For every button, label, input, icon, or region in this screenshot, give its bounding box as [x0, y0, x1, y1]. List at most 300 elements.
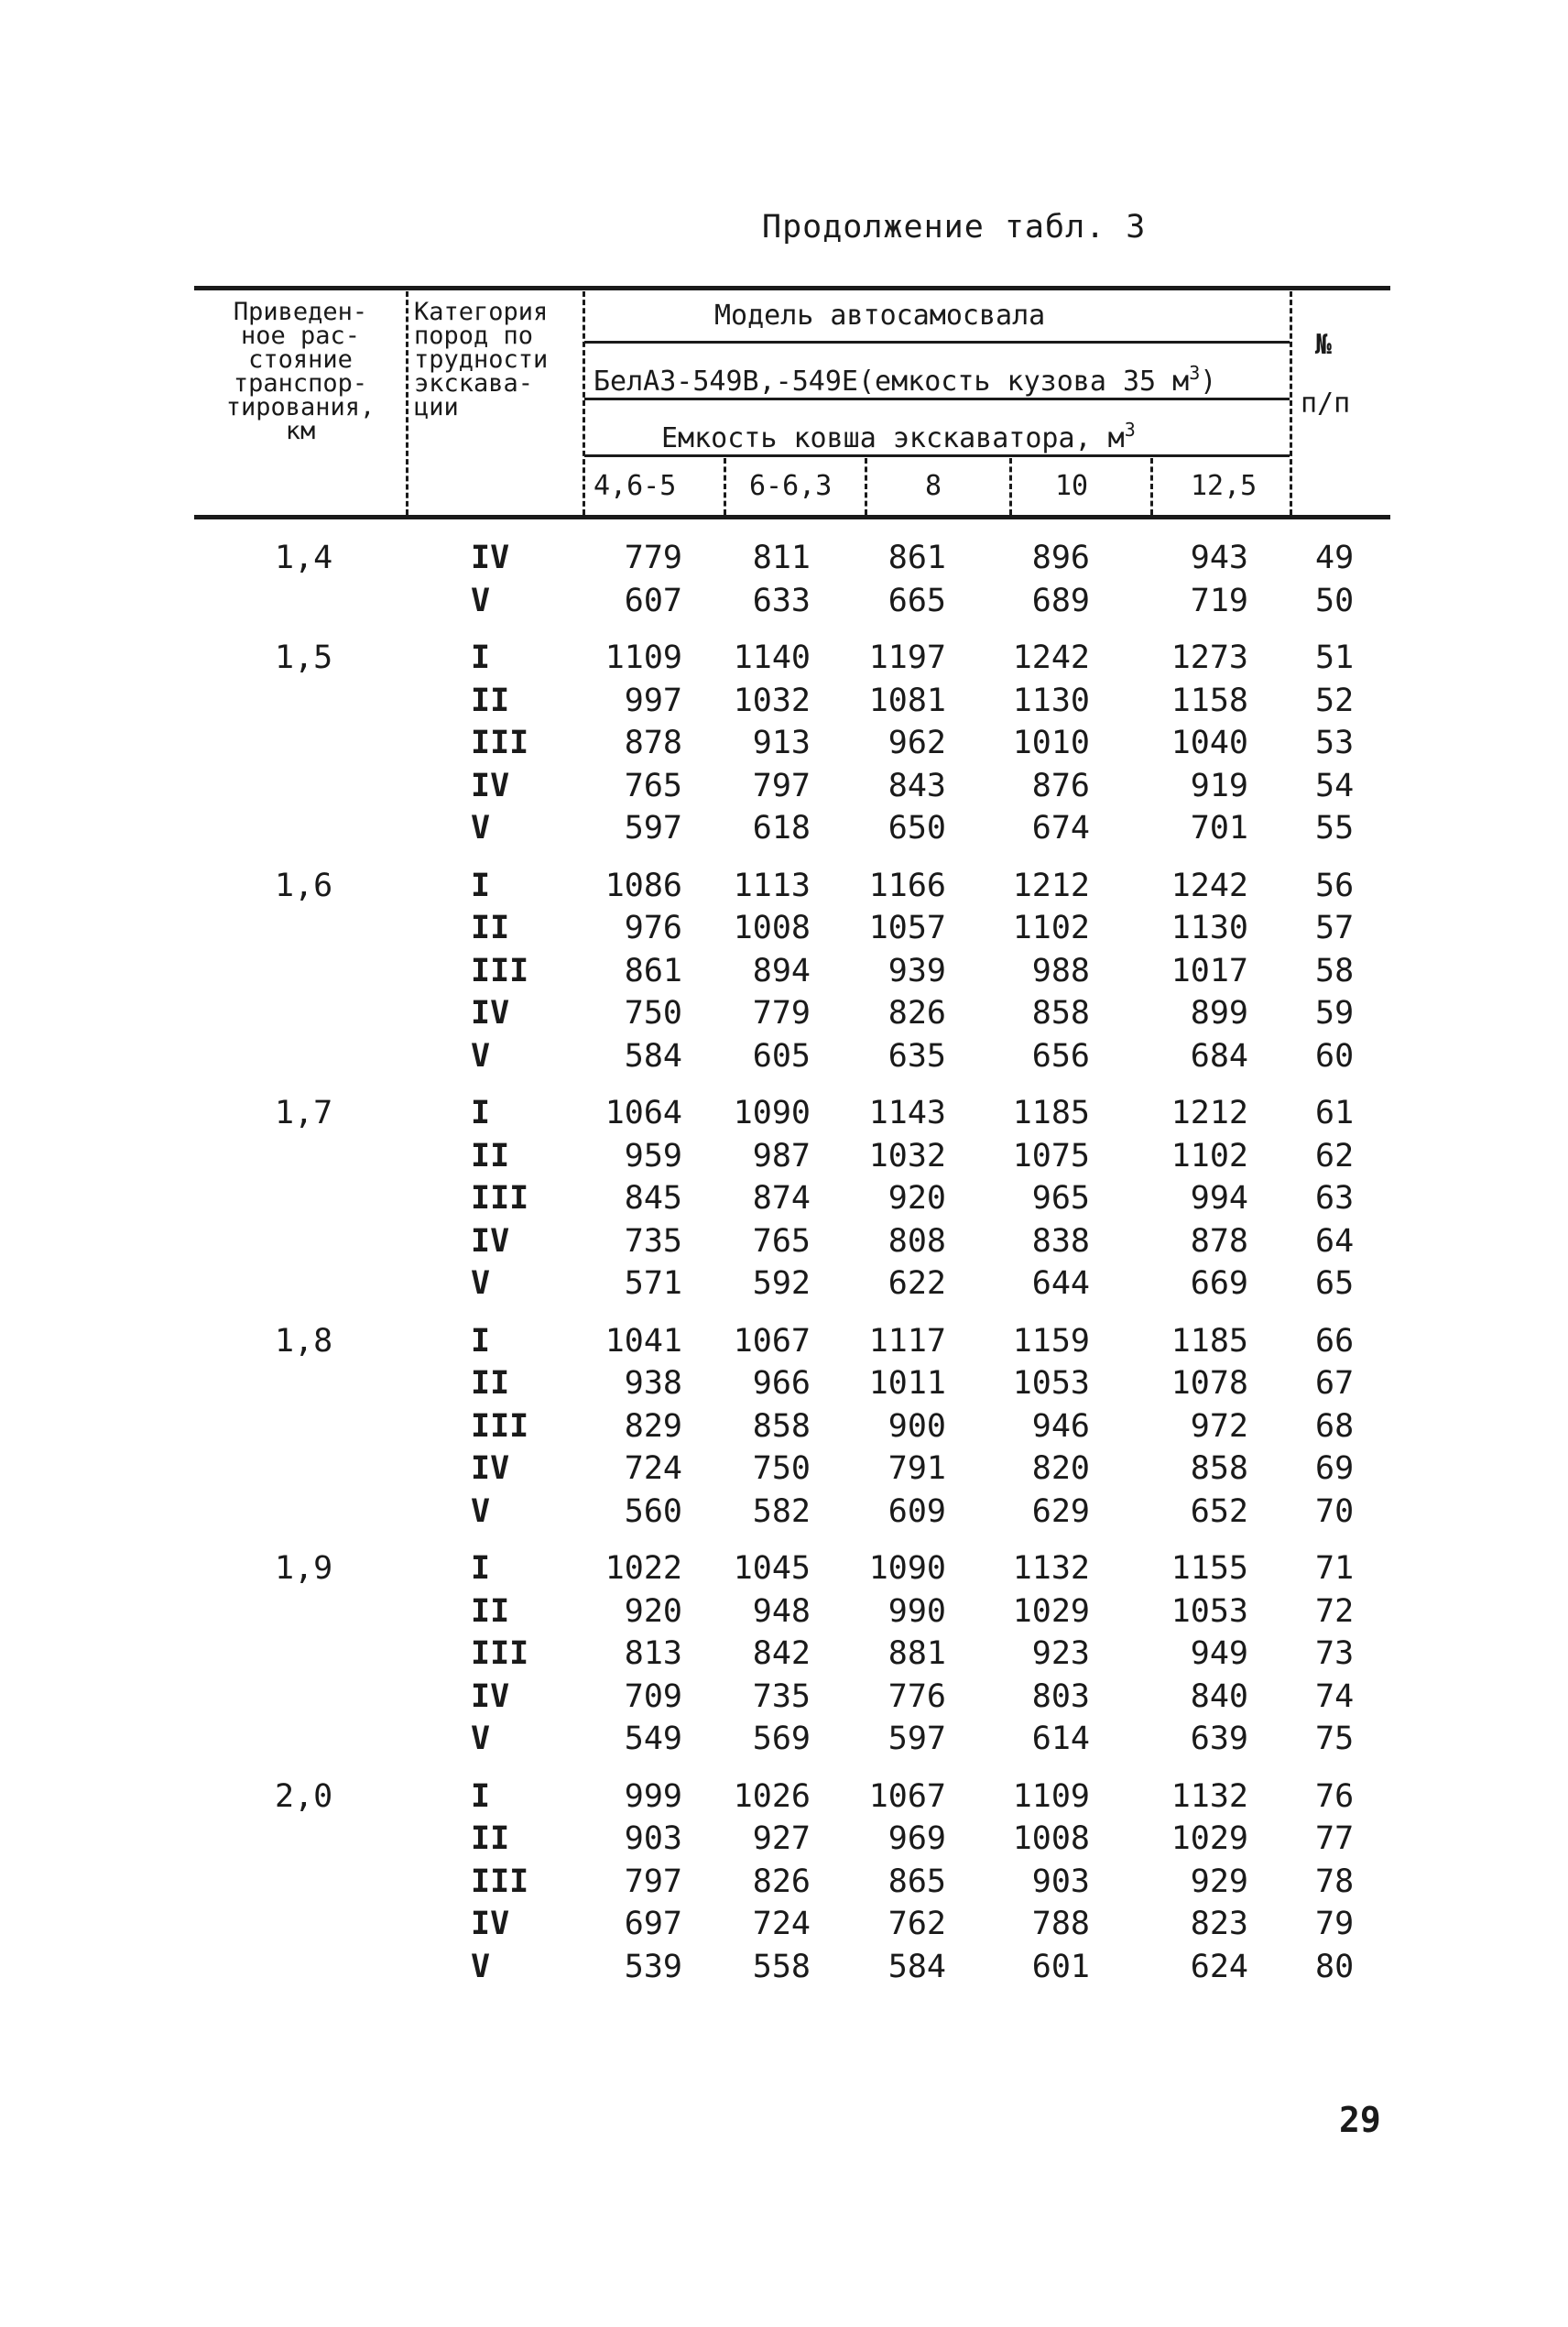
value-cell: 635: [887, 1038, 946, 1075]
value-cell: 829: [624, 1408, 682, 1445]
value-cell: 644: [1031, 1265, 1090, 1302]
table-row: [0, 1092, 1568, 1134]
value-cell: 1017: [1171, 953, 1248, 989]
value-cell: 959: [624, 1138, 682, 1174]
category-cell: IV: [471, 768, 510, 804]
header-category-line: Категория: [414, 298, 549, 326]
header-number-sign: №: [1315, 329, 1333, 361]
category-cell: III: [471, 1635, 529, 1672]
row-number-cell: 71: [1315, 1550, 1355, 1587]
header-category-line: экскава-: [414, 369, 534, 398]
header-distance: [200, 300, 401, 443]
value-cell: 1032: [868, 1138, 946, 1174]
header-model-title: Модель автосамосвала: [714, 300, 1046, 332]
category-cell: II: [471, 1138, 510, 1174]
value-cell: 899: [1190, 995, 1248, 1032]
value-cell: 811: [752, 540, 811, 576]
value-cell: 842: [752, 1635, 811, 1672]
value-cell: 569: [752, 1721, 811, 1757]
value-cell: 674: [1031, 810, 1090, 847]
value-cell: 972: [1190, 1408, 1248, 1445]
table-top-rule: [194, 286, 1390, 290]
divider-bucket-1: [724, 458, 726, 515]
category-cell: IV: [471, 995, 510, 1032]
row-number-cell: 54: [1315, 768, 1355, 804]
row-number-cell: 77: [1315, 1820, 1355, 1857]
value-cell: 896: [1031, 540, 1090, 576]
value-cell: 1212: [1171, 1095, 1248, 1131]
table-row: [0, 1861, 1568, 1903]
value-cell: 1140: [733, 639, 811, 676]
value-cell: 1008: [1012, 1820, 1090, 1857]
value-cell: 1185: [1171, 1323, 1248, 1360]
value-cell: 684: [1190, 1038, 1248, 1075]
row-number-cell: 58: [1315, 953, 1355, 989]
row-number-cell: 49: [1315, 540, 1355, 576]
value-cell: 843: [887, 768, 946, 804]
category-cell: V: [471, 583, 491, 619]
value-cell: 697: [624, 1906, 682, 1942]
table-row: [0, 1362, 1568, 1404]
header-distance-line: стояние: [248, 345, 353, 374]
value-cell: 894: [752, 953, 811, 989]
row-number-cell: 60: [1315, 1038, 1355, 1075]
value-cell: 1158: [1171, 683, 1248, 719]
table-row: [0, 1775, 1568, 1818]
row-number-cell: 78: [1315, 1863, 1355, 1900]
value-cell: 840: [1190, 1678, 1248, 1715]
value-cell: 597: [624, 810, 682, 847]
value-cell: 962: [887, 725, 946, 761]
category-cell: V: [471, 1721, 491, 1757]
value-cell: 826: [887, 995, 946, 1032]
header-category: [414, 300, 579, 420]
value-cell: 1130: [1012, 683, 1090, 719]
value-cell: 765: [752, 1223, 811, 1260]
distance-cell: 2,0: [275, 1778, 333, 1815]
value-cell: 791: [887, 1450, 946, 1487]
category-cell: III: [471, 725, 529, 761]
value-cell: 650: [887, 810, 946, 847]
value-cell: 946: [1031, 1408, 1090, 1445]
row-number-cell: 62: [1315, 1138, 1355, 1174]
category-cell: IV: [471, 1450, 510, 1487]
header-bucket-size: 12,5: [1191, 470, 1258, 502]
table-row: [0, 680, 1568, 722]
value-cell: 1040: [1171, 725, 1248, 761]
header-bucket-size: 4,6-5: [593, 470, 677, 502]
table-row: [0, 1676, 1568, 1718]
value-cell: 1090: [733, 1095, 811, 1131]
value-cell: 858: [752, 1408, 811, 1445]
value-cell: 903: [1031, 1863, 1090, 1900]
header-distance-line: Приведен-: [233, 298, 368, 326]
value-cell: 1185: [1012, 1095, 1090, 1131]
row-number-cell: 73: [1315, 1635, 1355, 1672]
row-number-cell: 72: [1315, 1593, 1355, 1630]
value-cell: 865: [887, 1863, 946, 1900]
value-cell: 1081: [868, 683, 946, 719]
value-cell: 709: [624, 1678, 682, 1715]
value-cell: 719: [1190, 583, 1248, 619]
table-row: [0, 907, 1568, 949]
value-cell: 1212: [1012, 868, 1090, 904]
value-cell: 584: [624, 1038, 682, 1075]
table-row: [0, 807, 1568, 849]
table-caption: Продолжение табл. 3: [762, 209, 1147, 246]
category-cell: II: [471, 910, 510, 946]
value-cell: 797: [624, 1863, 682, 1900]
value-cell: 1242: [1012, 639, 1090, 676]
value-cell: 976: [624, 910, 682, 946]
value-cell: 669: [1190, 1265, 1248, 1302]
category-cell: III: [471, 953, 529, 989]
row-number-cell: 51: [1315, 639, 1355, 676]
value-cell: 1008: [733, 910, 811, 946]
value-cell: 823: [1190, 1906, 1248, 1942]
table-row: [0, 1818, 1568, 1860]
table-row: [0, 1220, 1568, 1262]
category-cell: II: [471, 1593, 510, 1630]
model-rule: [584, 341, 1290, 344]
value-cell: 1032: [733, 683, 811, 719]
value-cell: 1117: [868, 1323, 946, 1360]
value-cell: 1109: [604, 639, 682, 676]
row-number-cell: 68: [1315, 1408, 1355, 1445]
value-cell: 949: [1190, 1635, 1248, 1672]
value-cell: 1109: [1012, 1778, 1090, 1815]
value-cell: 1057: [868, 910, 946, 946]
value-cell: 1026: [733, 1778, 811, 1815]
value-cell: 618: [752, 810, 811, 847]
row-number-cell: 55: [1315, 810, 1355, 847]
value-cell: 584: [887, 1949, 946, 1985]
value-cell: 750: [624, 995, 682, 1032]
row-number-cell: 57: [1315, 910, 1355, 946]
value-cell: 965: [1031, 1180, 1090, 1217]
value-cell: 903: [624, 1820, 682, 1857]
category-cell: V: [471, 1038, 491, 1075]
row-number-cell: 80: [1315, 1949, 1355, 1985]
value-cell: 861: [887, 540, 946, 576]
table-row: [0, 1547, 1568, 1590]
value-cell: 881: [887, 1635, 946, 1672]
table-row: [0, 950, 1568, 992]
header-bucket-size: 10: [1055, 470, 1089, 502]
value-cell: 927: [752, 1820, 811, 1857]
value-cell: 1029: [1012, 1593, 1090, 1630]
header-distance-line: ное рас-: [240, 322, 361, 350]
distance-cell: 1,5: [275, 639, 333, 676]
value-cell: 913: [752, 725, 811, 761]
value-cell: 1155: [1171, 1550, 1248, 1587]
category-cell: I: [471, 868, 491, 904]
value-cell: 813: [624, 1635, 682, 1672]
category-cell: III: [471, 1180, 529, 1217]
category-cell: IV: [471, 1678, 510, 1715]
table-row: [0, 1448, 1568, 1490]
value-cell: 549: [624, 1721, 682, 1757]
category-cell: I: [471, 1323, 491, 1360]
header-bucket-capacity: [661, 416, 1136, 453]
table-row: [0, 1262, 1568, 1305]
table-row: [0, 1946, 1568, 1988]
header-truck-tail: ): [1200, 366, 1217, 398]
row-number-cell: 67: [1315, 1365, 1355, 1402]
page-number: 29: [1339, 2100, 1381, 2140]
row-number-cell: 56: [1315, 868, 1355, 904]
value-cell: 724: [624, 1450, 682, 1487]
table-row: [0, 537, 1568, 579]
table-row: [0, 865, 1568, 907]
value-cell: 845: [624, 1180, 682, 1217]
row-number-cell: 61: [1315, 1095, 1355, 1131]
value-cell: 788: [1031, 1906, 1090, 1942]
value-cell: 592: [752, 1265, 811, 1302]
value-cell: 724: [752, 1906, 811, 1942]
row-number-cell: 59: [1315, 995, 1355, 1032]
value-cell: 826: [752, 1863, 811, 1900]
value-cell: 629: [1031, 1493, 1090, 1530]
value-cell: 969: [887, 1820, 946, 1857]
table-row: [0, 1590, 1568, 1633]
value-cell: 900: [887, 1408, 946, 1445]
row-number-cell: 63: [1315, 1180, 1355, 1217]
distance-cell: 1,9: [275, 1550, 333, 1587]
value-cell: 943: [1190, 540, 1248, 576]
row-number-cell: 65: [1315, 1265, 1355, 1302]
value-cell: 560: [624, 1493, 682, 1530]
value-cell: 1041: [604, 1323, 682, 1360]
table-row: [0, 722, 1568, 764]
category-cell: III: [471, 1863, 529, 1900]
value-cell: 765: [624, 768, 682, 804]
category-cell: I: [471, 1095, 491, 1131]
value-cell: 1045: [733, 1550, 811, 1587]
category-cell: I: [471, 1778, 491, 1815]
table-row: [0, 1135, 1568, 1177]
category-cell: IV: [471, 1906, 510, 1942]
value-cell: 1086: [604, 868, 682, 904]
table-row: [0, 1491, 1568, 1533]
table-row: [0, 1718, 1568, 1760]
value-cell: 997: [624, 683, 682, 719]
value-cell: 858: [1190, 1450, 1248, 1487]
value-cell: 861: [624, 953, 682, 989]
value-cell: 652: [1190, 1493, 1248, 1530]
value-cell: 878: [624, 725, 682, 761]
truck-rule: [584, 398, 1290, 400]
row-number-cell: 79: [1315, 1906, 1355, 1942]
value-cell: 797: [752, 768, 811, 804]
category-cell: V: [471, 810, 491, 847]
table-row: [0, 1177, 1568, 1219]
category-cell: II: [471, 683, 510, 719]
value-cell: 990: [887, 1593, 946, 1630]
value-cell: 1090: [868, 1550, 946, 1587]
category-cell: V: [471, 1265, 491, 1302]
row-number-cell: 75: [1315, 1721, 1355, 1757]
header-bottom-rule: [194, 515, 1390, 519]
value-cell: 735: [752, 1678, 811, 1715]
row-number-cell: 66: [1315, 1323, 1355, 1360]
value-cell: 624: [1190, 1949, 1248, 1985]
value-cell: 779: [752, 995, 811, 1032]
value-cell: 987: [752, 1138, 811, 1174]
value-cell: 1242: [1171, 868, 1248, 904]
distance-cell: 1,7: [275, 1095, 333, 1131]
table-row: [0, 992, 1568, 1034]
row-number-cell: 70: [1315, 1493, 1355, 1530]
table-row: [0, 1633, 1568, 1675]
value-cell: 609: [887, 1493, 946, 1530]
value-cell: 808: [887, 1223, 946, 1260]
category-cell: IV: [471, 1223, 510, 1260]
value-cell: 735: [624, 1223, 682, 1260]
value-cell: 607: [624, 583, 682, 619]
value-cell: 929: [1190, 1863, 1248, 1900]
table-row: [0, 765, 1568, 807]
value-cell: 948: [752, 1593, 811, 1630]
divider-distance-category: [406, 291, 408, 515]
header-category-line: пород по: [414, 322, 534, 350]
value-cell: 750: [752, 1450, 811, 1487]
value-cell: 1143: [868, 1095, 946, 1131]
header-bucket-size: 6-6,3: [749, 470, 833, 502]
value-cell: 1053: [1171, 1593, 1248, 1630]
category-cell: III: [471, 1408, 529, 1445]
value-cell: 614: [1031, 1721, 1090, 1757]
value-cell: 1197: [868, 639, 946, 676]
header-bucket-sup: 3: [1124, 419, 1136, 441]
value-cell: 994: [1190, 1180, 1248, 1217]
value-cell: 1078: [1171, 1365, 1248, 1402]
category-cell: II: [471, 1365, 510, 1402]
value-cell: 1113: [733, 868, 811, 904]
value-cell: 919: [1190, 768, 1248, 804]
header-distance-line: транспор-: [233, 369, 368, 398]
table-row: [0, 1035, 1568, 1077]
value-cell: 1159: [1012, 1323, 1090, 1360]
value-cell: 1064: [604, 1095, 682, 1131]
divider-bucket-4: [1150, 458, 1153, 515]
row-number-cell: 76: [1315, 1778, 1355, 1815]
divider-bucket-2: [865, 458, 867, 515]
header-truck-text: БелАЗ-549В,-549Е(емкость кузова 35 м: [593, 366, 1190, 398]
value-cell: 1102: [1171, 1138, 1248, 1174]
header-bucket-size: 8: [925, 470, 942, 502]
header-category-line: трудности: [414, 345, 549, 374]
value-cell: 1010: [1012, 725, 1090, 761]
table-row: [0, 580, 1568, 622]
value-cell: 1166: [868, 868, 946, 904]
value-cell: 558: [752, 1949, 811, 1985]
row-number-cell: 53: [1315, 725, 1355, 761]
row-number-cell: 64: [1315, 1223, 1355, 1260]
value-cell: 1130: [1171, 910, 1248, 946]
value-cell: 1022: [604, 1550, 682, 1587]
value-cell: 966: [752, 1365, 811, 1402]
category-cell: V: [471, 1493, 491, 1530]
value-cell: 605: [752, 1038, 811, 1075]
value-cell: 1102: [1012, 910, 1090, 946]
category-cell: II: [471, 1820, 510, 1857]
row-number-cell: 52: [1315, 683, 1355, 719]
table-row: [0, 1320, 1568, 1362]
header-truck-sup: 3: [1189, 362, 1201, 384]
value-cell: 923: [1031, 1635, 1090, 1672]
distance-cell: 1,6: [275, 868, 333, 904]
value-cell: 939: [887, 953, 946, 989]
value-cell: 582: [752, 1493, 811, 1530]
row-number-cell: 69: [1315, 1450, 1355, 1487]
bucket-rule: [584, 454, 1290, 457]
value-cell: 1075: [1012, 1138, 1090, 1174]
table-row: [0, 637, 1568, 679]
value-cell: 1011: [868, 1365, 946, 1402]
value-cell: 1053: [1012, 1365, 1090, 1402]
value-cell: 639: [1190, 1721, 1248, 1757]
table-row: [0, 1903, 1568, 1945]
category-cell: V: [471, 1949, 491, 1985]
value-cell: 1132: [1012, 1550, 1090, 1587]
value-cell: 803: [1031, 1678, 1090, 1715]
value-cell: 858: [1031, 995, 1090, 1032]
category-cell: IV: [471, 540, 510, 576]
value-cell: 665: [887, 583, 946, 619]
value-cell: 988: [1031, 953, 1090, 989]
header-bucket-text: Емкость ковша экскаватора, м: [661, 422, 1125, 454]
value-cell: 1067: [868, 1778, 946, 1815]
value-cell: 689: [1031, 583, 1090, 619]
value-cell: 820: [1031, 1450, 1090, 1487]
value-cell: 776: [887, 1678, 946, 1715]
row-number-cell: 50: [1315, 583, 1355, 619]
row-number-cell: 74: [1315, 1678, 1355, 1715]
header-number-label: п/п: [1301, 388, 1351, 420]
value-cell: 633: [752, 583, 811, 619]
value-cell: 779: [624, 540, 682, 576]
value-cell: 938: [624, 1365, 682, 1402]
divider-model-number: [1290, 291, 1292, 515]
distance-cell: 1,4: [275, 540, 333, 576]
value-cell: 878: [1190, 1223, 1248, 1260]
value-cell: 539: [624, 1949, 682, 1985]
value-cell: 701: [1190, 810, 1248, 847]
category-cell: I: [471, 1550, 491, 1587]
value-cell: 838: [1031, 1223, 1090, 1260]
value-cell: 876: [1031, 768, 1090, 804]
value-cell: 874: [752, 1180, 811, 1217]
divider-bucket-3: [1009, 458, 1012, 515]
value-cell: 999: [624, 1778, 682, 1815]
value-cell: 1029: [1171, 1820, 1248, 1857]
header-distance-line: км: [285, 417, 316, 445]
value-cell: 762: [887, 1906, 946, 1942]
value-cell: 601: [1031, 1949, 1090, 1985]
value-cell: 920: [624, 1593, 682, 1630]
table-row: [0, 1405, 1568, 1448]
value-cell: 1132: [1171, 1778, 1248, 1815]
value-cell: 920: [887, 1180, 946, 1217]
value-cell: 1273: [1171, 639, 1248, 676]
value-cell: 622: [887, 1265, 946, 1302]
value-cell: 571: [624, 1265, 682, 1302]
header-truck-model: [593, 359, 1216, 396]
divider-category-model: [583, 291, 585, 515]
header-distance-line: тирования,: [225, 393, 376, 421]
value-cell: 597: [887, 1721, 946, 1757]
